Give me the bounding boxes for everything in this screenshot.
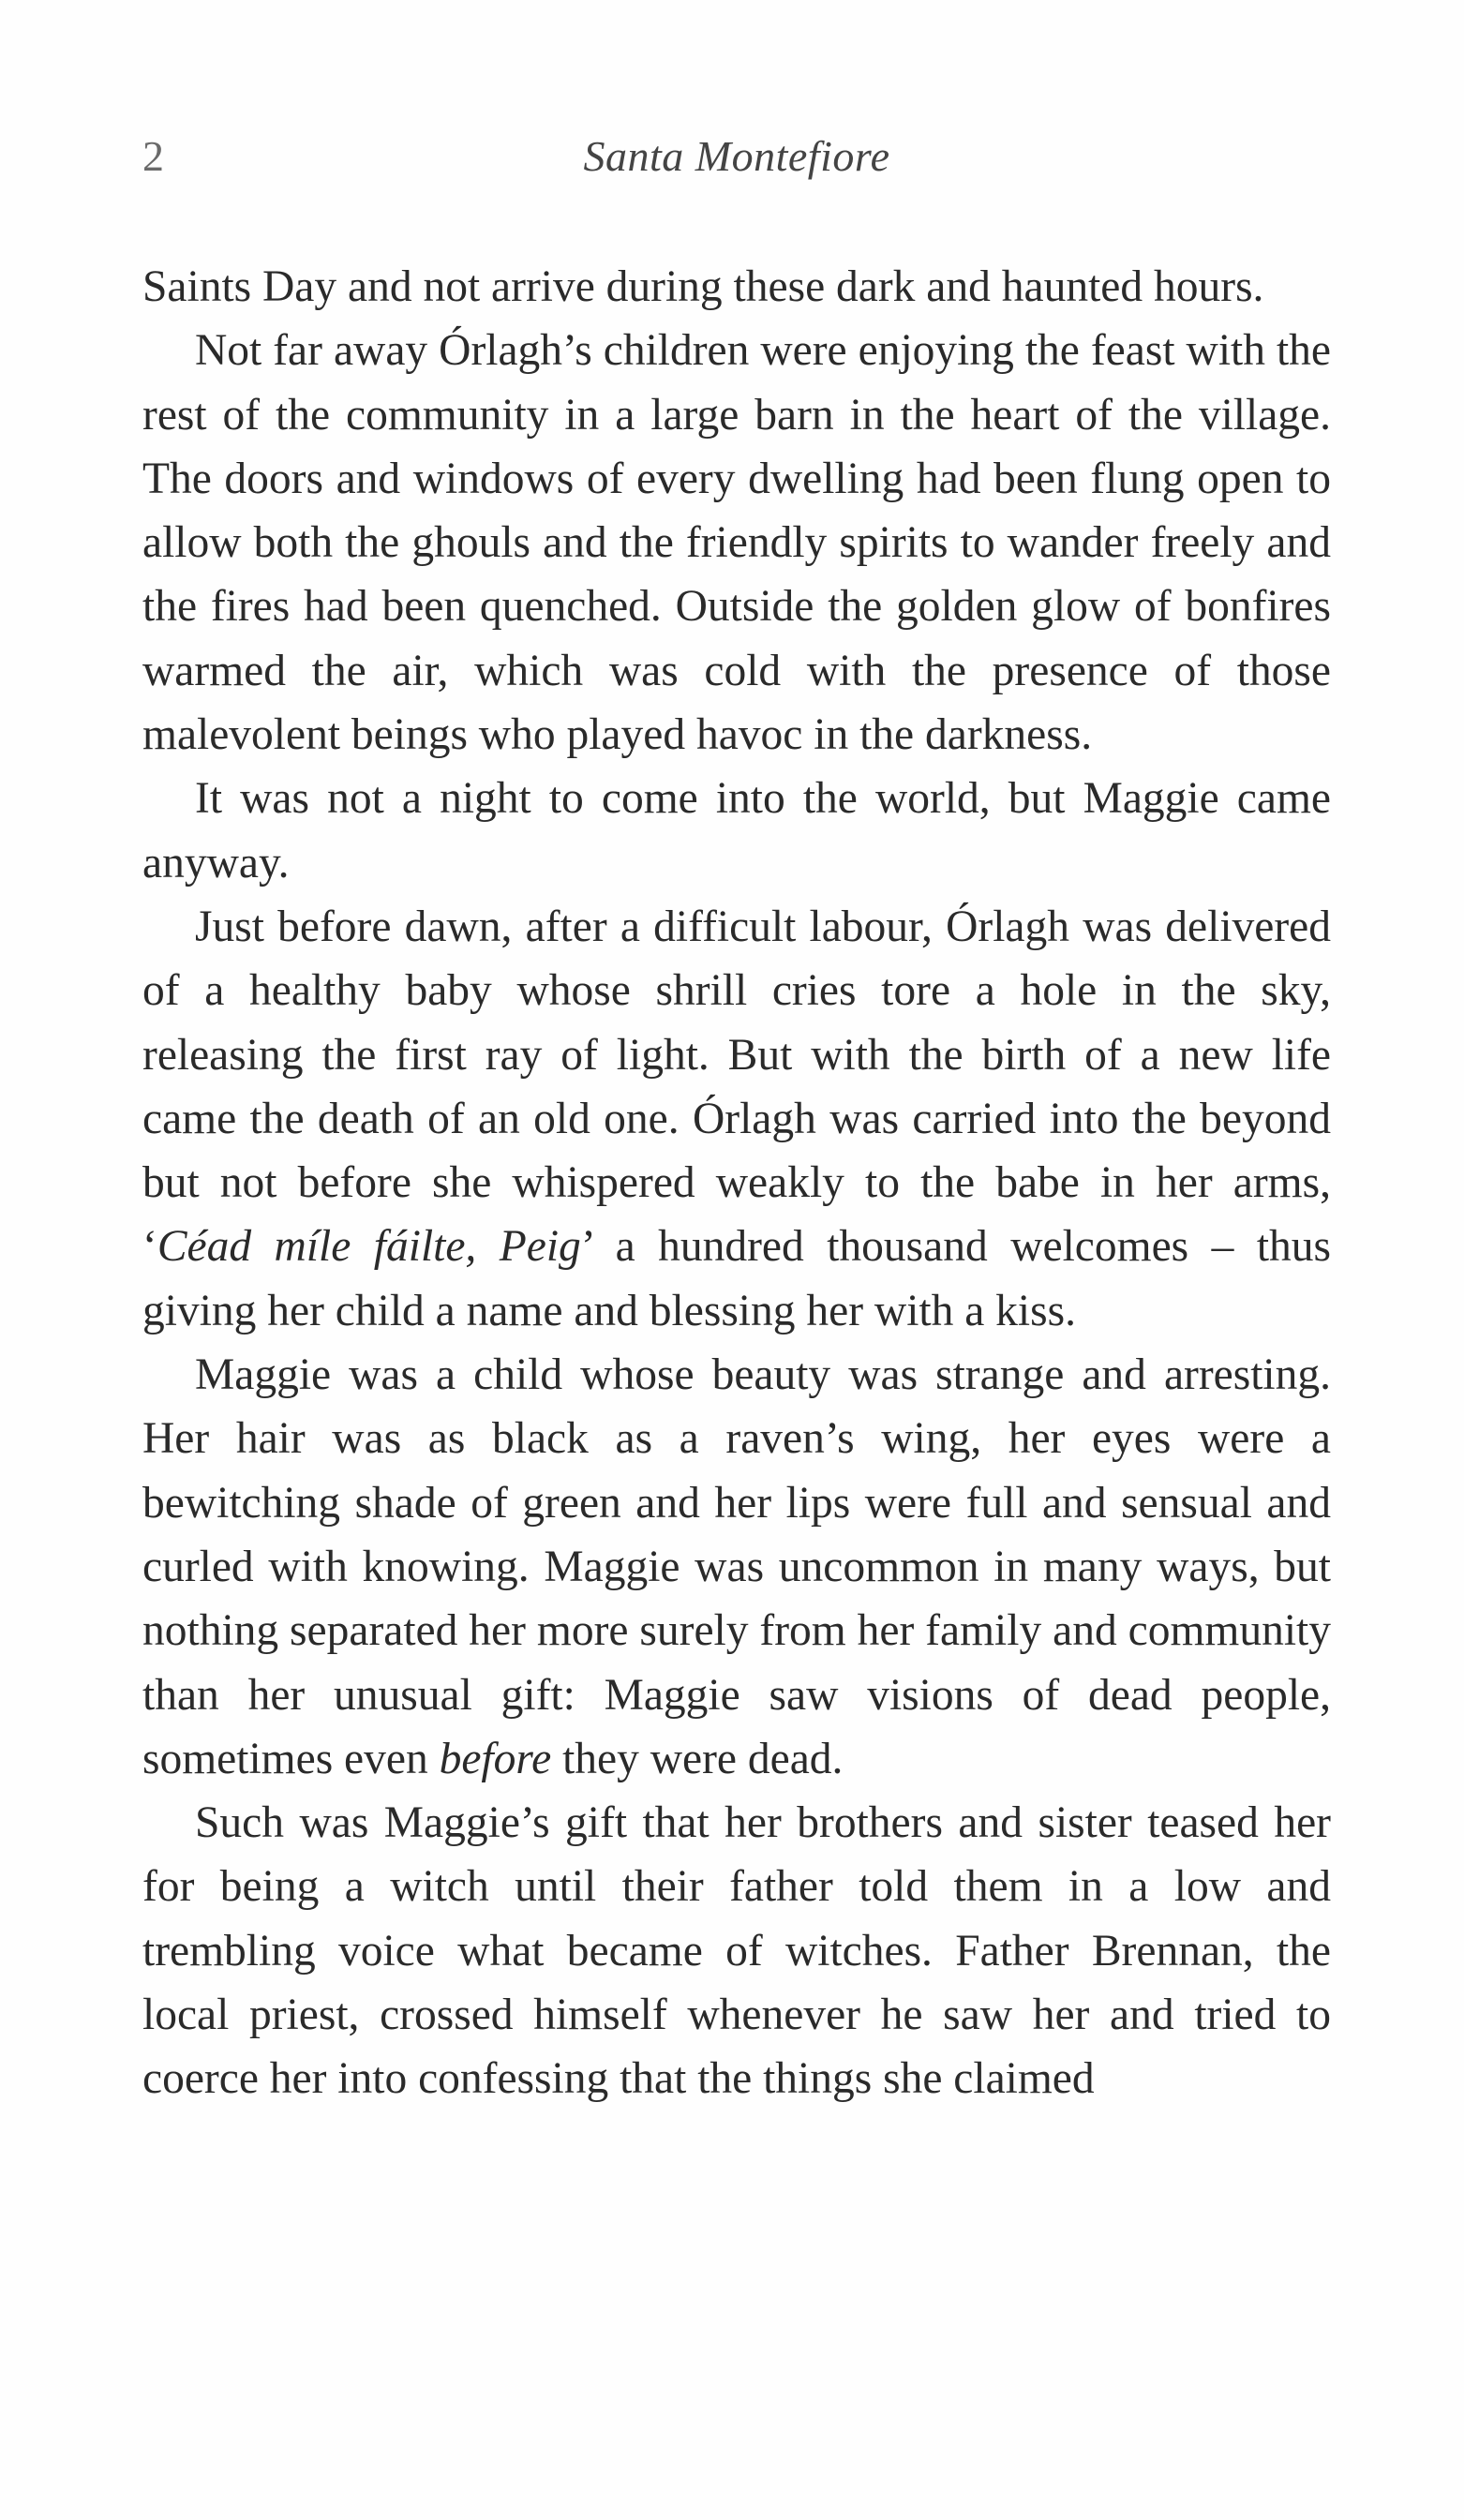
italic-text-run: before bbox=[439, 1734, 552, 1783]
italic-text-run: Céad míle fáilte, Peig bbox=[157, 1222, 581, 1272]
paragraph bbox=[142, 1343, 1331, 1791]
running-title: Santa Montefiore bbox=[583, 132, 890, 180]
paragraph bbox=[142, 255, 1331, 319]
text-run: Such was Maggie’s gift that her brothers and sister teased her for being a witch until their father told them in a low and trembling voice what became of witches. Father Brennan, the local priest, crossed himself whenever he saw her and tried to coerce her into confessing that the things she claimed bbox=[142, 1798, 1331, 2104]
text-run: It was not a night to come into the world, but Maggie came anyway. bbox=[142, 774, 1331, 887]
text-run: they were dead. bbox=[551, 1734, 844, 1783]
text-run: Maggie was a child whose beauty was strange and arresting. Her hair was as black as a raven’s wing, her eyes were a bewitching shade of green and her lips were full and sensual and curled with knowing. Maggie was uncommon in many ways, but nothing separated her more surely from her family and community than her unusual gift: Maggie saw visions of dead people, sometimes even bbox=[142, 1350, 1331, 1783]
running-head bbox=[142, 131, 1331, 187]
body-text bbox=[142, 255, 1331, 2111]
paragraph bbox=[142, 895, 1331, 1343]
text-run: Not far away Órlagh’s children were enjoying the feast with the rest of the community in a large barn in the heart of the village. The doors and windows of every dwelling had been flung open to allow both the ghouls and the friendly spirits to wander freely and the fires had been quenched. Outside the golden glow of bonfires warmed the air, which was cold with the presence of those malevolent beings who played havoc in the darkness. bbox=[142, 326, 1331, 760]
text-run: Just before dawn, after a difficult labour, Órlagh was delivered of a healthy baby whose shrill cries tore a hole in the sky, releasing the first ray of light. But with the birth of a new life came the death of an old one. Órlagh was carried into the beyond but not before she whispered weakly to the babe in her arms, ‘ bbox=[142, 902, 1331, 1272]
text-run: Saints Day and not arrive during these dark and haunted hours. bbox=[142, 262, 1264, 311]
paragraph bbox=[142, 767, 1331, 895]
paragraph bbox=[142, 1791, 1331, 2110]
page-number: 2 bbox=[142, 132, 164, 180]
text-run: ’ a hundred thousand welcomes – thus giving her child a name and blessing her with a kiss. bbox=[142, 1222, 1331, 1335]
paragraph bbox=[142, 319, 1331, 767]
